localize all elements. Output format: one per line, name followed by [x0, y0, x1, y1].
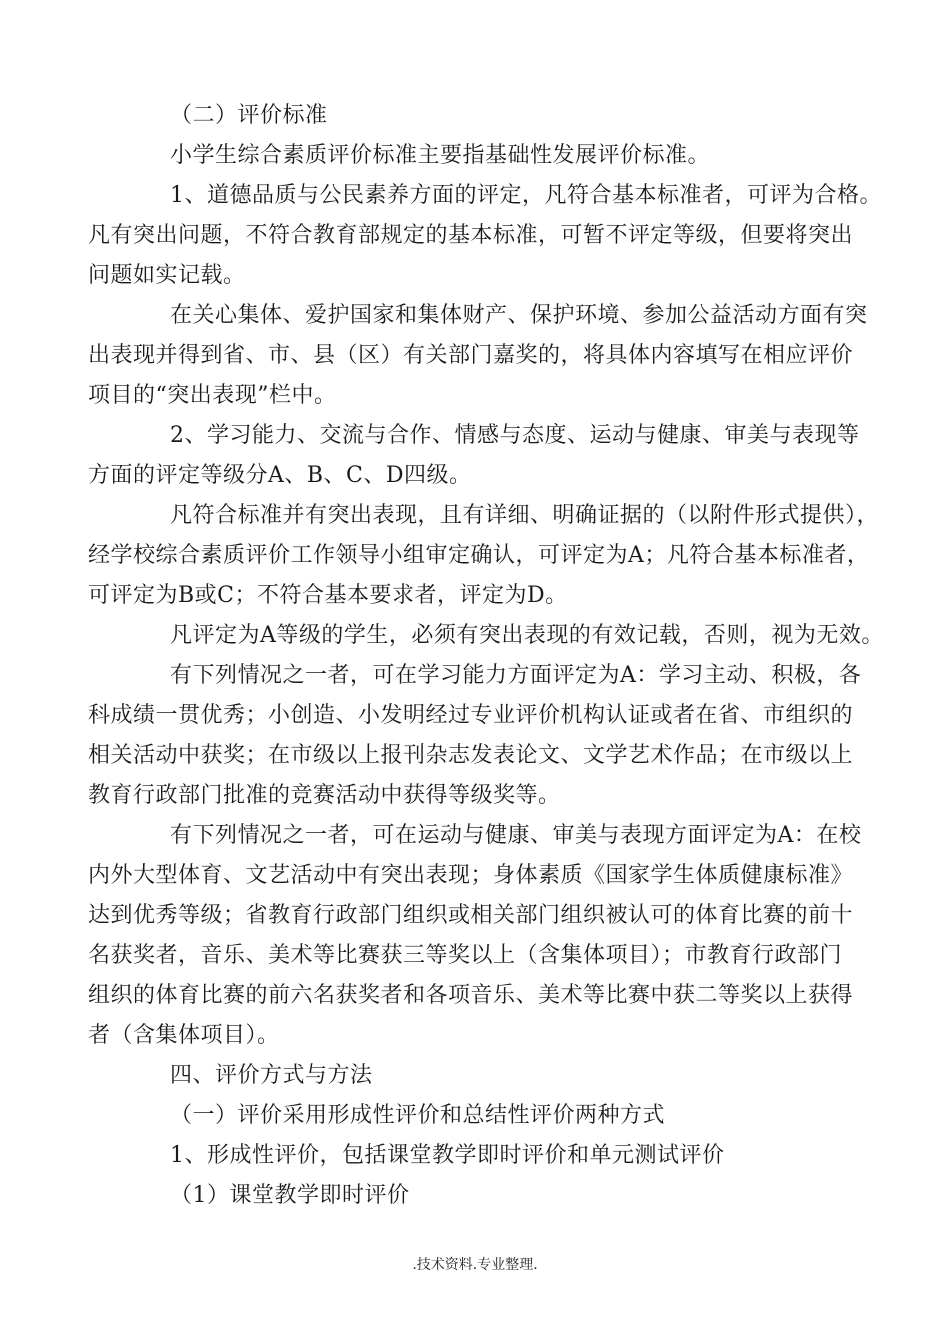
paragraph-line: 2、学习能力、交流与合作、情感与态度、运动与健康、审美与表现等 — [170, 423, 860, 448]
paragraph-line: 1、道德品质与公民素养方面的评定，凡符合基本标准者，可评为合格。 — [170, 183, 882, 208]
paragraph-line: 名获奖者，音乐、美术等比赛获三等奖以上（含集体项目）；市教育行政部门 — [88, 943, 843, 968]
subsection-heading: 1、形成性评价，包括课堂教学即时评价和单元测试评价 — [170, 1143, 725, 1168]
paragraph-line: 出表现并得到省、市、县（区）有关部门嘉奖的，将具体内容填写在相应评价 — [88, 343, 854, 368]
section-heading: 四、评价方式与方法 — [170, 1063, 373, 1088]
paragraph-line: 经学校综合素质评价工作领导小组审定确认，可评定为A；凡符合基本标准者， — [88, 543, 870, 568]
paragraph-line: 小学生综合素质评价标准主要指基础性发展评价标准。 — [170, 143, 711, 168]
subsection-heading: （1）课堂教学即时评价 — [170, 1183, 410, 1208]
paragraph-line: 相关活动中获奖；在市级以上报刊杂志发表论文、文学艺术作品；在市级以上 — [88, 743, 854, 768]
paragraph-line: 凡有突出问题，不符合教育部规定的基本标准，可暂不评定等级，但要将突出 — [88, 223, 854, 248]
document-body — [88, 96, 884, 1216]
subsection-heading: （一）评价采用形成性评价和总结性评价两种方式 — [170, 1103, 666, 1128]
paragraph-line: 科成绩一贯优秀；小创造、小发明经过专业评价机构认证或者在省、市组织的 — [88, 703, 854, 728]
paragraph-line: 有下列情况之一者，可在运动与健康、审美与表现方面评定为A：在校 — [170, 823, 862, 848]
paragraph-line: 达到优秀等级；省教育行政部门组织或相关部门组织被认可的体育比赛的前十 — [88, 903, 854, 928]
paragraph-line: 内外大型体育、文艺活动中有突出表现；身体素质《国家学生体质健康标准》 — [88, 863, 854, 888]
paragraph-line: 教育行政部门批准的竞赛活动中获得等级奖等。 — [88, 783, 561, 808]
paragraph-line: 可评定为B或C；不符合基本要求者，评定为D。 — [88, 583, 568, 608]
section-heading: （二）评价标准 — [170, 103, 328, 128]
paragraph-line: 者（含集体项目）。 — [88, 1023, 280, 1048]
paragraph-line: 凡符合标准并有突出表现，且有详细、明确证据的（以附件形式提供）， — [170, 503, 880, 528]
paragraph-line: 凡评定为A等级的学生，必须有突出表现的有效记载，否则，视为无效。 — [170, 623, 884, 648]
page-footer: .技术资料.专业整理. — [412, 1257, 538, 1273]
paragraph-line: 方面的评定等级分A、B、C、D四级。 — [88, 463, 472, 488]
paragraph-line: 在关心集体、爱护国家和集体财产、保护环境、参加公益活动方面有突 — [170, 303, 868, 328]
paragraph-line: 问题如实记载。 — [88, 263, 246, 288]
paragraph-line: 有下列情况之一者，可在学习能力方面评定为A：学习主动、积极，各 — [170, 663, 862, 688]
paragraph-line: 项目的“突出表现”栏中。 — [88, 383, 337, 408]
paragraph-line: 组织的体育比赛的前六名获奖者和各项音乐、美术等比赛中获二等奖以上获得 — [88, 983, 854, 1008]
